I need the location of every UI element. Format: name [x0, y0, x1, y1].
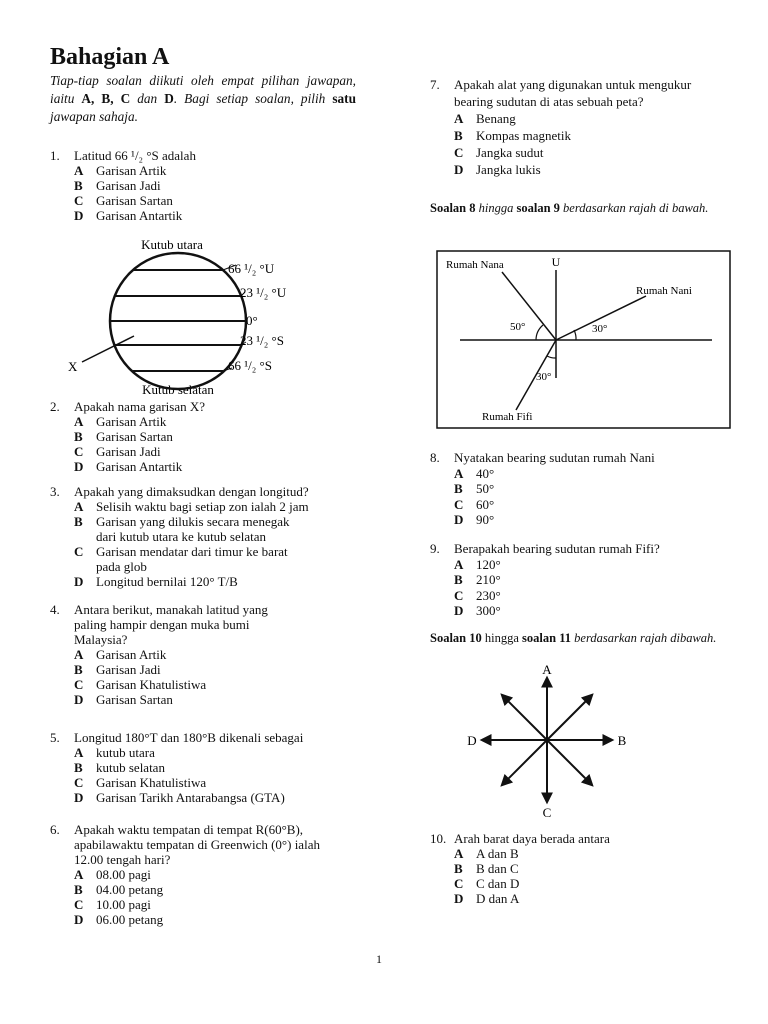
- option-text: Garisan Artik: [96, 414, 167, 429]
- option-b[interactable]: [454, 861, 610, 876]
- option-text: Garisan yang dilukis secara menegak: [96, 514, 290, 529]
- option-b[interactable]: [454, 572, 660, 588]
- option-b[interactable]: [74, 760, 303, 775]
- bearing-diagram: [436, 250, 732, 430]
- question-text: Apakah nama garisan X?: [74, 399, 206, 414]
- option-a[interactable]: [74, 867, 320, 882]
- option-letter: C: [454, 587, 464, 603]
- question-10: [430, 831, 610, 906]
- option-a[interactable]: [454, 557, 660, 573]
- question-number: 6.: [50, 822, 60, 837]
- option-letter: C: [74, 897, 84, 912]
- option-text: Garisan Jadi: [96, 178, 161, 193]
- option-c[interactable]: [454, 876, 610, 891]
- question-number: 4.: [50, 602, 60, 617]
- latitude-label-23s: 23 ¹/₂ °S: [240, 333, 284, 348]
- option-d[interactable]: [74, 459, 205, 474]
- question-number: 3.: [50, 484, 60, 499]
- question-6: [50, 822, 320, 927]
- rumah-nana-label: Rumah Nana: [446, 259, 504, 271]
- option-letter: A: [74, 745, 84, 760]
- option-text: Garisan Khatulistiwa: [96, 775, 207, 790]
- option-text: Selisih waktu bagi setiap zon ialah 2 jam: [96, 499, 309, 514]
- option-letter: A: [454, 846, 464, 861]
- rumah-nani-label: Rumah Nani: [636, 285, 692, 297]
- question-text: Apakah waktu tempatan di tempat R(60°B),: [74, 822, 304, 837]
- option-text: Jangka sudut: [476, 145, 544, 160]
- option-b[interactable]: [74, 662, 268, 677]
- ref-soalan-9: soalan 9: [516, 201, 560, 215]
- option-letter: B: [74, 882, 83, 897]
- question-number: 5.: [50, 730, 60, 745]
- north-label: U: [551, 255, 561, 269]
- option-letter: A: [454, 556, 464, 572]
- option-b[interactable]: [74, 178, 196, 193]
- ref-soalan-11: soalan 11: [522, 631, 572, 645]
- question-number: 7.: [430, 77, 440, 92]
- instructions-satu: satu: [332, 91, 356, 106]
- option-letter: B: [454, 481, 463, 496]
- arrow-nw: [502, 695, 547, 740]
- option-letter: D: [74, 912, 84, 927]
- option-a[interactable]: [454, 466, 655, 482]
- option-letter: D: [454, 891, 464, 906]
- instructions-options-abc: A, B, C: [81, 91, 131, 106]
- question-number: 1.: [50, 148, 60, 163]
- option-d[interactable]: [74, 692, 268, 707]
- option-letter: D: [454, 162, 464, 177]
- option-a[interactable]: [74, 414, 205, 429]
- option-text: 08.00 pagi: [96, 867, 151, 882]
- option-text: 06.00 petang: [96, 912, 164, 927]
- option-b[interactable]: [454, 481, 655, 497]
- question-2: [50, 399, 205, 474]
- option-letter: D: [74, 692, 84, 707]
- option-text: Garisan Antartik: [96, 208, 183, 223]
- option-text: 10.00 pagi: [96, 897, 151, 912]
- instructions-part-3: jawapan sahaja.: [50, 109, 138, 124]
- option-text: 230°: [476, 587, 501, 603]
- section-title: Bahagian A: [50, 44, 170, 70]
- option-letter: A: [74, 414, 84, 429]
- option-a[interactable]: [74, 745, 303, 760]
- option-letter: A: [74, 163, 84, 178]
- option-letter: D: [454, 512, 464, 527]
- option-text: Jangka lukis: [476, 162, 541, 177]
- arrow-sw: [502, 740, 547, 785]
- question-text-line-2: apabilawaktu tempatan di Greenwich (0°) ialah: [74, 837, 320, 852]
- option-text: D dan A: [476, 891, 520, 906]
- option-d[interactable]: [454, 512, 655, 528]
- option-c[interactable]: [74, 897, 320, 912]
- compass-arrows: [482, 678, 612, 802]
- instructions: [50, 72, 356, 126]
- option-letter: B: [74, 662, 83, 677]
- option-letter: D: [74, 208, 84, 223]
- option-letter: B: [74, 178, 83, 193]
- question-text: Arah barat daya berada antara: [454, 831, 610, 846]
- arrow-se: [547, 740, 592, 785]
- option-letter: C: [74, 444, 84, 459]
- latitude-label-23n: 23 ¹/₂ °U: [240, 285, 287, 300]
- question-text: Apakah yang dimaksudkan dengan longitud?: [74, 484, 309, 499]
- option-text: A dan B: [476, 846, 519, 861]
- option-letter: A: [454, 465, 464, 481]
- option-b[interactable]: [454, 127, 691, 144]
- instructions-part-2: . Bagi setiap soalan, pilih: [173, 91, 333, 106]
- option-text: 40°: [476, 465, 495, 481]
- option-letter: A: [454, 111, 464, 126]
- option-a[interactable]: [74, 647, 268, 662]
- question-9: [430, 541, 660, 619]
- question-number: 2.: [50, 399, 60, 414]
- option-c[interactable]: [454, 588, 660, 604]
- option-text: 60°: [476, 496, 495, 512]
- question-text: Antara berikut, manakah latitud yang: [74, 602, 268, 617]
- option-a[interactable]: [74, 163, 196, 178]
- option-text: Garisan mendatar dari timur ke barat: [96, 544, 288, 559]
- option-text: Longitud bernilai 120° T/B: [96, 574, 238, 589]
- option-d[interactable]: [74, 574, 309, 589]
- question-text: Apakah alat yang digunakan untuk mengukur: [454, 77, 692, 92]
- option-letter: C: [74, 677, 84, 692]
- option-letter: B: [74, 429, 83, 444]
- option-text-line-2: dari kutub utara ke kutub selatan: [96, 529, 267, 544]
- x-label: X: [68, 359, 78, 374]
- question-text: Nyatakan bearing sudutan rumah Nani: [454, 450, 655, 465]
- latitude-label-66n: 66 ¹/₂ °U: [228, 261, 275, 276]
- question-number: 8.: [430, 450, 440, 465]
- option-b[interactable]: [74, 882, 320, 897]
- option-letter: D: [454, 603, 464, 618]
- option-letter: B: [74, 760, 83, 775]
- ref-soalan-8: Soalan 8: [430, 201, 476, 215]
- question-4: [50, 602, 268, 707]
- latitude-label-66s: 66 ¹/₂ °S: [228, 358, 272, 373]
- option-text: kutub selatan: [96, 760, 165, 775]
- option-c[interactable]: [74, 775, 303, 790]
- option-d[interactable]: [454, 603, 660, 619]
- option-text: Garisan Artik: [96, 163, 167, 178]
- option-text: Garisan Antartik: [96, 459, 183, 474]
- compass-label-d: D: [467, 733, 477, 748]
- angle-label-30-south: 30°: [536, 371, 552, 383]
- south-pole-label: Kutub selatan: [142, 382, 214, 397]
- option-c[interactable]: [454, 144, 691, 161]
- option-text: Garisan Sartan: [96, 193, 173, 208]
- option-b[interactable]: [74, 429, 205, 444]
- question-number: 10.: [430, 831, 447, 846]
- option-c[interactable]: [74, 677, 268, 692]
- question-5: [50, 730, 303, 805]
- latitude-label-0: 0°: [246, 313, 258, 328]
- option-letter: B: [74, 514, 83, 529]
- option-text: C dan D: [476, 876, 520, 891]
- question-8: [430, 450, 655, 528]
- option-text: Benang: [476, 111, 516, 126]
- option-letter: B: [454, 861, 463, 876]
- ref-text: berdasarkan rajah di bawah.: [559, 201, 709, 215]
- compass-label-b: B: [617, 733, 627, 748]
- option-a[interactable]: [454, 846, 610, 861]
- option-letter: C: [74, 775, 84, 790]
- option-c[interactable]: [74, 444, 205, 459]
- instructions-part-1: Tiap-tiap soalan diikuti oleh empat pilihan jawapan, iaitu: [50, 73, 356, 106]
- compass-label-a: A: [542, 662, 552, 677]
- question-1: [50, 148, 196, 223]
- option-text: Garisan Jadi: [96, 444, 161, 459]
- option-text: 120°: [476, 556, 501, 572]
- angle-arc-30: [574, 330, 576, 340]
- option-d[interactable]: [74, 912, 320, 927]
- option-c[interactable]: [74, 544, 309, 574]
- question-3: [50, 484, 309, 589]
- compass-diagram: [462, 660, 632, 820]
- option-letter: A: [74, 867, 84, 882]
- option-a[interactable]: [74, 499, 309, 514]
- option-d[interactable]: [454, 161, 691, 178]
- option-text: Garisan Artik: [96, 647, 167, 662]
- option-letter: D: [74, 459, 84, 474]
- option-letter: C: [454, 145, 464, 160]
- ref-hingga: hingga: [475, 201, 517, 215]
- option-letter: B: [454, 572, 463, 587]
- option-c[interactable]: [74, 193, 196, 208]
- option-letter: A: [74, 499, 84, 514]
- question-text: Latitud 66 ¹/₂ °S adalah: [74, 148, 196, 163]
- instructions-option-d: D: [164, 91, 174, 106]
- ref-soalan-10: Soalan 10: [430, 631, 482, 645]
- option-text: 50°: [476, 481, 495, 496]
- page-number: 1: [376, 952, 382, 966]
- option-text: Garisan Tarikh Antarabangsa (GTA): [96, 790, 285, 805]
- option-text: Garisan Jadi: [96, 662, 161, 677]
- question-7: [430, 76, 691, 178]
- option-letter: C: [74, 544, 84, 559]
- ref-text: berdasarkan rajah dibawah.: [571, 631, 717, 645]
- option-text: 90°: [476, 512, 495, 527]
- ref-hingga: hingga: [481, 631, 523, 645]
- option-text: 210°: [476, 572, 501, 587]
- option-text: 300°: [476, 603, 501, 618]
- option-a[interactable]: [454, 110, 691, 127]
- question-number: 9.: [430, 541, 440, 556]
- angle-label-30: 30°: [592, 323, 608, 335]
- option-letter: A: [74, 647, 84, 662]
- option-d[interactable]: [74, 790, 303, 805]
- angle-arc-30-south: [547, 356, 556, 358]
- question-text-line-3: Malaysia?: [74, 632, 128, 647]
- question-text-line-3: 12.00 tengah hari?: [74, 852, 171, 867]
- option-text: Garisan Khatulistiwa: [96, 677, 207, 692]
- option-b[interactable]: [74, 514, 309, 544]
- option-text: B dan C: [476, 861, 519, 876]
- option-text: 04.00 petang: [96, 882, 164, 897]
- angle-label-50: 50°: [510, 321, 526, 333]
- north-pole-label: Kutub utara: [141, 237, 203, 252]
- option-d[interactable]: [74, 208, 196, 223]
- instructions-dan: dan: [130, 91, 165, 106]
- question-text-line-2: paling hampir dengan muka bumi: [74, 617, 250, 632]
- reference-q8-q9: [430, 200, 720, 216]
- question-text-line-2: bearing sudutan di atas sebuah peta?: [454, 94, 644, 109]
- option-c[interactable]: [454, 497, 655, 513]
- option-letter: C: [454, 876, 464, 891]
- option-text: Garisan Sartan: [96, 429, 173, 444]
- rumah-fifi-label: Rumah Fifi: [482, 411, 533, 423]
- option-text: Garisan Sartan: [96, 692, 173, 707]
- reference-q10-q11: [430, 630, 720, 646]
- globe-diagram: [60, 234, 320, 398]
- option-letter: C: [454, 496, 464, 512]
- option-letter: B: [454, 128, 463, 143]
- option-text: kutub utara: [96, 745, 155, 760]
- option-d[interactable]: [454, 891, 610, 906]
- option-letter: D: [74, 574, 84, 589]
- angle-arc-50: [536, 325, 543, 340]
- option-letter: D: [74, 790, 84, 805]
- option-letter: C: [74, 193, 84, 208]
- option-text: Kompas magnetik: [476, 128, 571, 143]
- question-text: Berapakah bearing sudutan rumah Fifi?: [454, 541, 660, 556]
- option-text-line-2: pada glob: [96, 559, 147, 574]
- question-text: Longitud 180°T dan 180°B dikenali sebagai: [74, 730, 304, 745]
- compass-label-c: C: [542, 805, 552, 820]
- pointer-x-line: [82, 336, 134, 362]
- arrow-ne: [547, 695, 592, 740]
